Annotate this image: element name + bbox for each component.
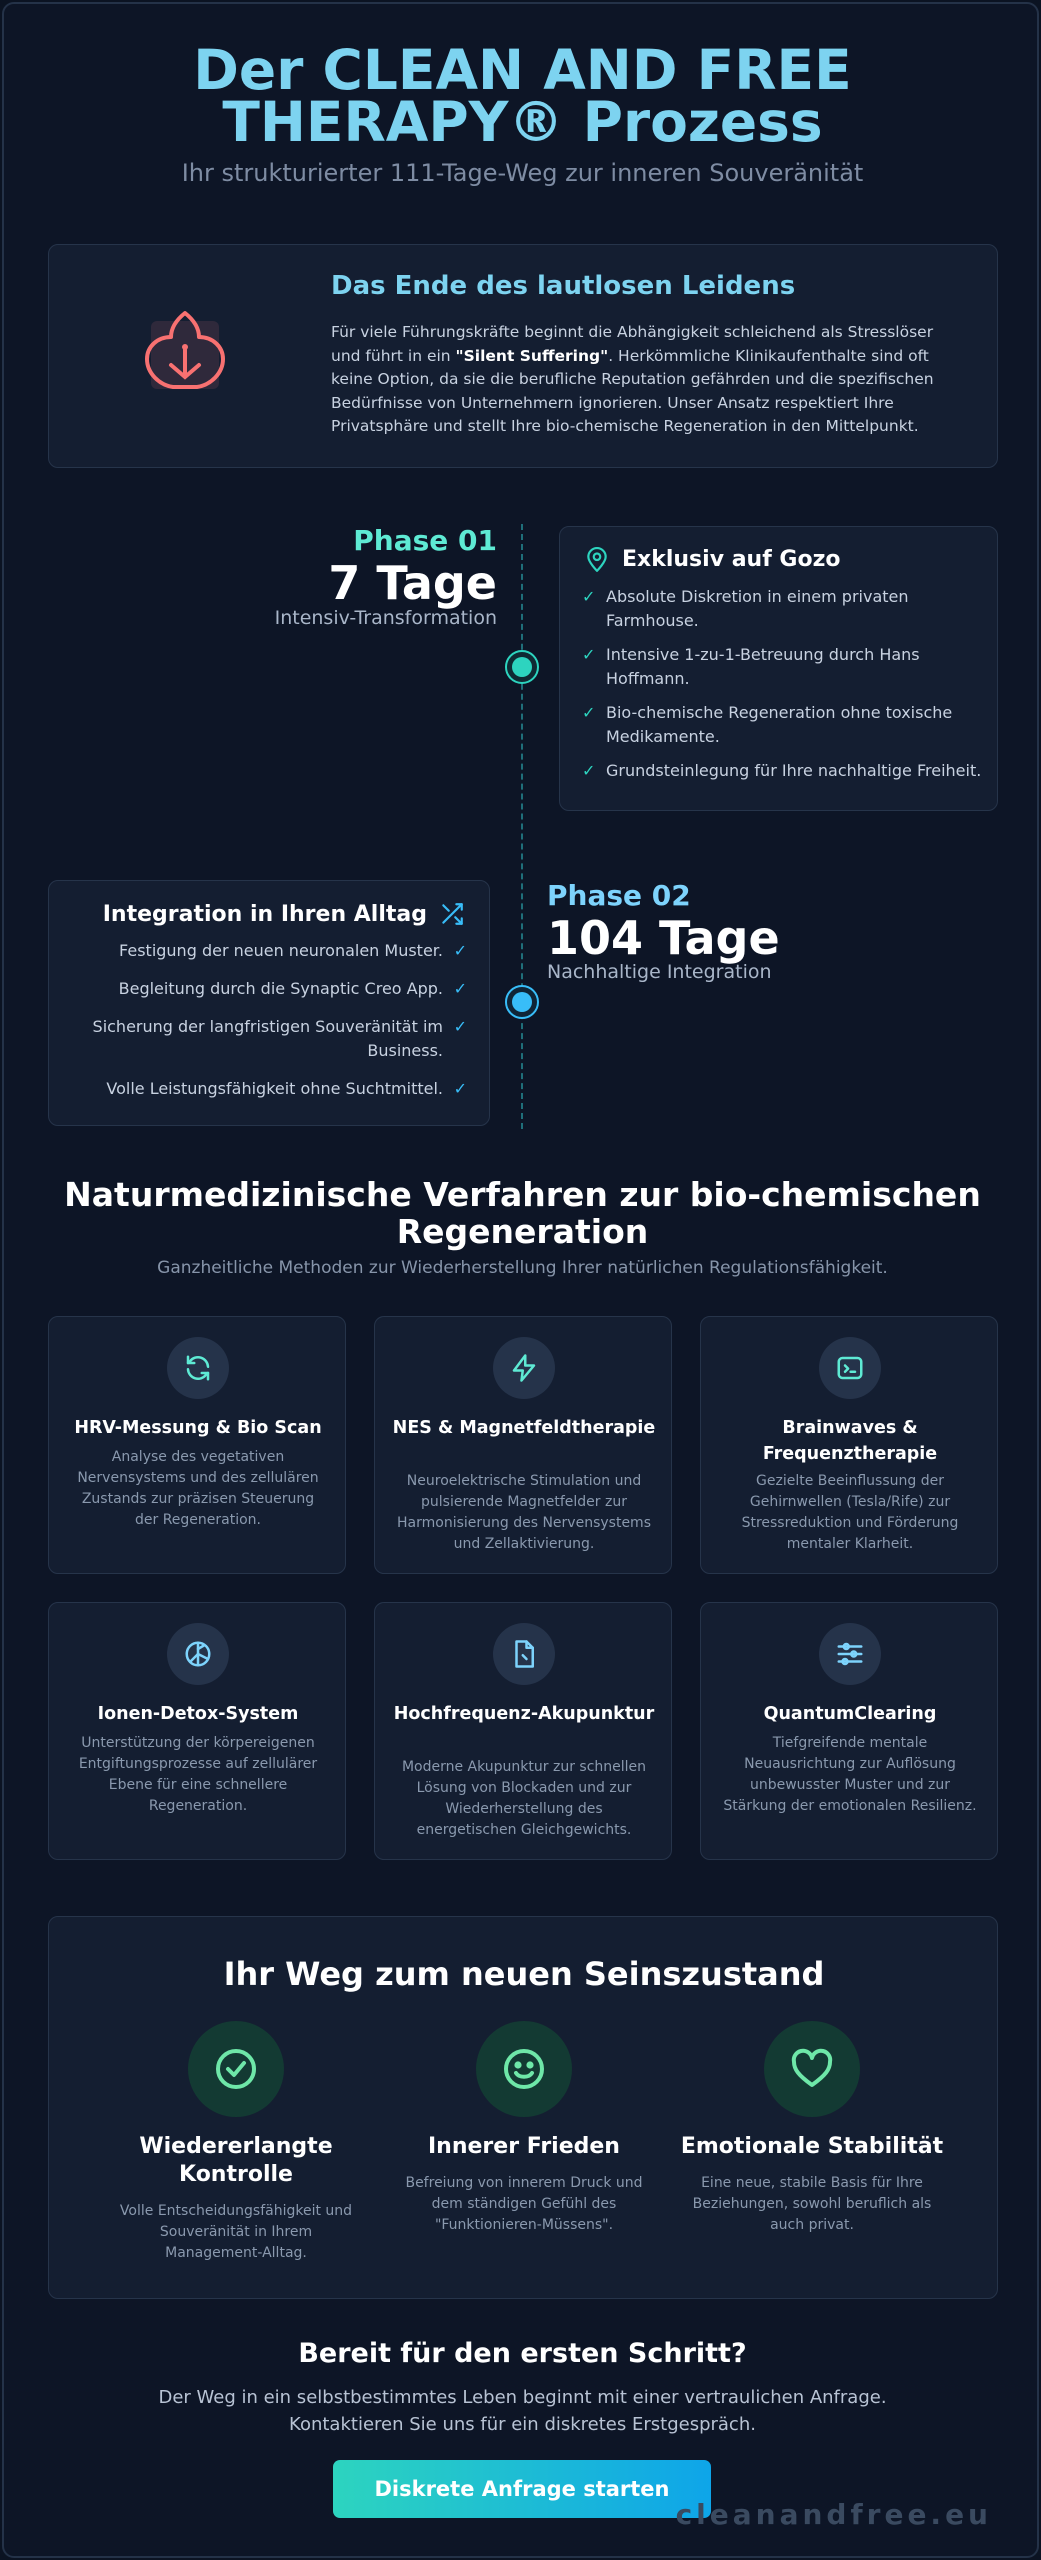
phase-1-card	[559, 526, 998, 811]
therapy-description: Analyse des vegetativen Nervensystems und des zellulären Zustands zur präzisen Steuerung der Regeneration.	[77, 1449, 319, 1528]
page-frame	[2, 2, 1039, 2558]
therapy-description: Tiefgreifende mentale Neuausrichtung zur Auflösung unbewusster Muster und zur Stärkung der emotionalen Resilienz.	[723, 1735, 977, 1814]
list-item: ✓ Volle Leistungsfähigkeit ohne Suchtmittel.	[67, 1077, 467, 1101]
lightning-icon	[509, 1353, 539, 1383]
journey-title: Ihr Weg zum neuen Seinszustand	[223, 1955, 825, 1993]
journey-item-description: Volle Entscheidungsfähigkeit und Souveränität in Ihrem Management-Alltag.	[119, 2203, 353, 2261]
document-icon	[509, 1639, 539, 1669]
therapy-card	[374, 1602, 672, 1860]
check-icon: ✓	[582, 587, 596, 606]
check-icon: ✓	[453, 1079, 467, 1098]
phase-1-list	[582, 585, 982, 793]
footer-watermark: cleanandfree.eu	[675, 2498, 992, 2531]
check-icon: ✓	[453, 979, 467, 998]
therapy-title: HRV-Messung & Bio Scan	[74, 1418, 322, 1438]
route-icon	[439, 901, 465, 927]
therapy-description: Neuroelektrische Stimulation und pulsierende Magnetfelder zur Harmonisierung des Nervensystems und Zellaktivierung.	[397, 1473, 651, 1552]
therapy-description: Gezielte Beeinflussung der Gehirnwellen (Tesla/Rife) zur Stressreduktion und Förderung mentaler Klarheit.	[741, 1473, 959, 1552]
therapy-description: Unterstützung der körpereigenen Entgiftungsprozesse auf zellulärer Ebene für eine schnellere Regeneration.	[78, 1735, 318, 1814]
timeline-line	[521, 524, 523, 1129]
intro-title: Das Ende des lautlosen Leidens	[331, 271, 796, 301]
phase-2-days: 104 Tage	[547, 911, 780, 965]
intro-text: Für viele Führungskräfte beginnt die Abhängigkeit schleichend als Stresslöser und führt in ein "Silent Suffering". Herkömmliche Klinikaufenthalte sind oft keine Option, da sie die berufliche Reputation gefährden und die spezifischen Bedürfnisse von Unternehmern ignorieren. Unser Ansatz respektiert Ihre Privatsphäre und stellt Ihre bio-chemische Regeneration in den Mittelpunkt.	[331, 323, 934, 435]
check-icon: ✓	[453, 1017, 467, 1036]
therapy-title: Brainwaves & Frequenztherapie	[762, 1418, 938, 1464]
journey-item-title: Wiedererlangte Kontrolle	[139, 2134, 333, 2187]
journey-item-title: Innerer Frieden	[428, 2134, 620, 2159]
cta-text: Der Weg in ein selbstbestimmtes Leben beginnt mit einer vertraulichen Anfrage. Kontaktieren Sie uns für ein diskretes Erstgespräch.	[158, 2387, 887, 2435]
therapies-title: Naturmedizinische Verfahren zur bio-chemischen Regeneration	[64, 1175, 981, 1251]
phase-2-list	[67, 939, 467, 1115]
list-item: ✓ Intensive 1-zu-1-Betreuung durch Hans Hoffmann.	[582, 645, 920, 688]
therapy-card	[374, 1316, 672, 1574]
therapy-description: Moderne Akupunktur zur schnellen Lösung von Blockaden und zur Wiederherstellung des energetischen Gleichgewichts.	[401, 1759, 647, 1838]
phase-2-marker	[505, 985, 539, 1019]
therapy-card	[700, 1602, 998, 1860]
therapy-title: Hochfrequenz-Akupunktur	[393, 1704, 655, 1724]
list-item: ✓ Sicherung der langfristigen Souveränität im Business.	[92, 1017, 467, 1060]
therapy-title: QuantumClearing	[763, 1704, 937, 1724]
journey-item-title: Emotionale Stabilität	[680, 2134, 944, 2159]
phase-2-label: Phase 02	[547, 879, 691, 912]
list-item: ✓ Festigung der neuen neuronalen Muster.	[67, 939, 467, 963]
list-item: ✓ Absolute Diskretion in einem privaten Farmhouse.	[582, 587, 909, 630]
check-icon: ✓	[453, 941, 467, 960]
check-circle-icon	[212, 2045, 260, 2093]
page-subtitle: Ihr strukturierter 111-Tage-Weg zur inneren Souveränität	[181, 159, 864, 187]
medical-brain-icon	[137, 307, 233, 403]
sliders-icon	[835, 1639, 865, 1669]
intro-card	[48, 244, 998, 468]
journey-item	[91, 2021, 381, 2281]
journey-card	[48, 1916, 998, 2299]
therapy-card	[48, 1602, 346, 1860]
detox-icon	[183, 1639, 213, 1669]
list-item: ✓ Begleitung durch die Synaptic Creo App.	[67, 977, 467, 1001]
phase-2-card	[48, 880, 490, 1126]
therapies-subtitle: Ganzheitliche Methoden zur Wiederherstellung Ihrer natürlichen Regulationsfähigkeit.	[157, 1258, 888, 1278]
map-pin-icon	[584, 547, 610, 573]
phase-1-card-title: Exklusiv auf Gozo	[622, 547, 841, 572]
check-icon: ✓	[582, 645, 596, 664]
terminal-icon	[835, 1353, 865, 1383]
inquiry-button[interactable]: Diskrete Anfrage starten	[333, 2460, 711, 2518]
therapy-card	[700, 1316, 998, 1574]
phase-2-subtitle: Nachhaltige Integration	[547, 961, 772, 983]
journey-item	[667, 2021, 957, 2281]
phase-1-label: Phase 01	[353, 524, 497, 557]
phase-1-marker	[505, 650, 539, 684]
phase-2-card-title: Integration in Ihren Alltag	[102, 902, 427, 927]
smile-icon	[500, 2045, 548, 2093]
cta-title: Bereit für den ersten Schritt?	[298, 2338, 747, 2369]
page-title: Der CLEAN AND FREE THERAPY® Prozess	[193, 38, 852, 154]
check-icon: ✓	[582, 761, 596, 780]
journey-item	[379, 2021, 669, 2281]
therapy-title: NES & Magnetfeldtherapie	[392, 1418, 656, 1438]
heart-icon	[788, 2045, 836, 2093]
list-item: ✓ Grundsteinlegung für Ihre nachhaltige Freiheit.	[582, 759, 982, 783]
phase-1-days: 7 Tage	[328, 556, 497, 610]
journey-item-description: Befreiung von innerem Druck und dem ständigen Gefühl des "Funktionieren-Müssens".	[405, 2175, 643, 2233]
refresh-icon	[183, 1353, 213, 1383]
therapy-title: Ionen-Detox-System	[97, 1704, 299, 1724]
journey-item-description: Eine neue, stabile Basis für Ihre Beziehungen, sowohl beruflich als auch privat.	[692, 2175, 932, 2233]
therapy-card	[48, 1316, 346, 1574]
phase-1-subtitle: Intensiv-Transformation	[274, 607, 497, 629]
check-icon: ✓	[582, 703, 596, 722]
list-item: ✓ Bio-chemische Regeneration ohne toxische Medikamente.	[582, 703, 953, 746]
